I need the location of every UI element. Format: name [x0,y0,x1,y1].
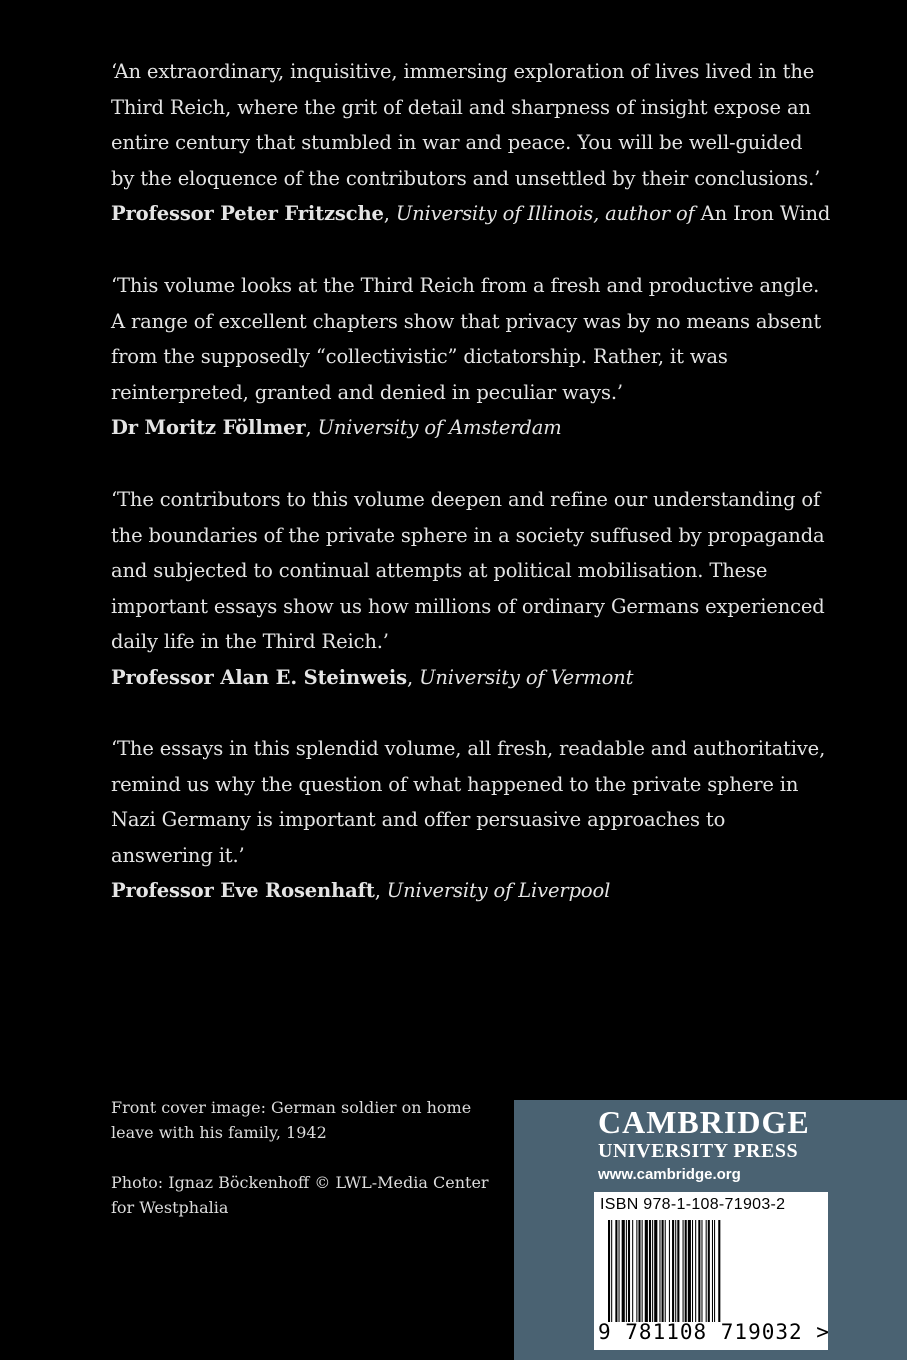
endorsement-3 [111,482,831,696]
author-name: Professor Eve Rosenhaft [111,879,375,903]
quote-text: ‘The contributors to this volume deepen and refine our understanding of the boundaries of the private sphere in a society suffused by propaganda and subjected to continual attempts at political mobilisation. These important essays show us how millions of ordinary Germans experienced daily life in the Third Reich.’ [111,488,825,654]
quote-text: ‘The essays in this splendid volume, all fresh, readable and authoritative, remind us why the question of what happened to the private sphere in Nazi Germany is important and offer persuasive approaches to answering it.’ [111,737,826,867]
endorsement-2 [111,268,831,446]
endorsement-4 [111,731,831,909]
separator: , [374,879,387,903]
book-title: An Iron Wind [694,202,831,226]
author-affiliation: University of Vermont [419,665,634,689]
author-name: Professor Alan E. Steinweis [111,665,407,689]
quote-attribution [111,196,831,232]
separator: , [305,416,318,440]
quote-attribution [111,873,831,909]
quote-text: ‘This volume looks at the Third Reich from a fresh and productive angle. A range of excellent chapters show that privacy was by no means absent from the supposedly “collectivistic” dictatorship. Rather, it was reinterpreted, granted and denied in peculiar ways.’ [111,274,822,404]
quote-attribution [111,660,831,696]
separator: , [406,665,420,689]
publisher-url: www.cambridge.org [598,1166,741,1183]
author-affiliation: University of Liverpool [386,879,611,903]
author-name: Dr Moritz Föllmer [111,416,306,440]
quote-text: ‘An extraordinary, inquisitive, immersing exploration of lives lived in the Third Reich, where the grit of detail and sharpness of insight expose an entire century that stumbled in war and peace. You will be well-guided by the eloquence of the contributors and unsettled by their conclusions.’ [111,60,821,190]
barcode [594,1192,828,1350]
author-name: Professor Peter Fritzsche [111,202,384,226]
image-credits [111,1095,491,1245]
barcode-bars [608,1220,820,1322]
endorsement-1 [111,54,831,232]
quote-attribution [111,410,831,446]
author-affiliation: University of Amsterdam [317,416,562,440]
publisher-press: UNIVERSITY PRESS [598,1140,799,1162]
separator: , [383,202,396,226]
author-affiliation: University of Illinois, author of [395,202,695,226]
photo-credit: Photo: Ignaz Böckenhoff © LWL-Media Center for Westphalia [111,1173,489,1217]
isbn-label: ISBN 978-1-108-71903-2 [600,1196,786,1213]
cover-image-credit: Front cover image: German soldier on home leave with his family, 1942 [111,1098,472,1142]
publisher-name: CAMBRIDGE [598,1104,810,1140]
barcode-digits: 9 781108 719032 > [598,1320,830,1344]
publisher-panel [514,1100,907,1360]
